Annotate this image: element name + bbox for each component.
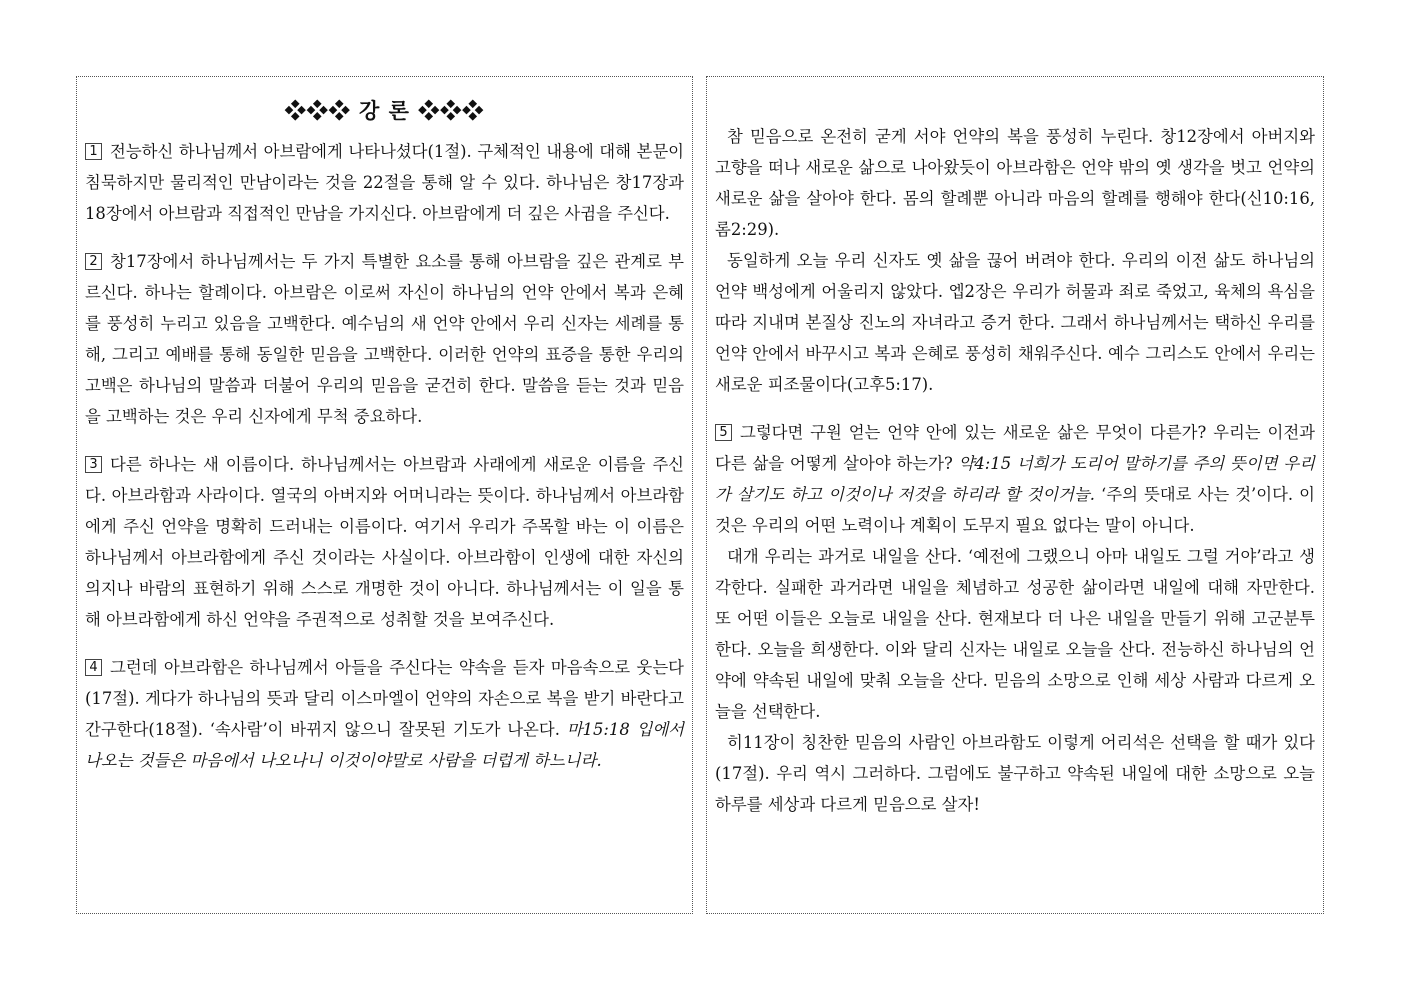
paragraph-number-4: 4 [85, 659, 102, 676]
right-column [706, 76, 1324, 914]
paragraph-number-5: 5 [715, 424, 732, 441]
paragraph-tomorrow: 대개 우리는 과거로 내일을 산다. ‘예전에 그랬으니 아마 내일도 그럴 거야’라고 생각한다. 실패한 과거라면 내일을 체념하고 성공한 삶이라면 내일에 대해 자만한다. 또 어떤 이들은 오늘로 내일을 산다. 현재보다 더 나은 내일을 만들기 위해 고군분투 한다. 오늘을 희생한다. 이와 달리 신자는 내일로 오늘을 산다. 전능하신 하나님의 언약에 약속된 내일에 맞춰 오늘을 산다. 믿음의 소망으로 인해 세상 사람과 다르게 오늘을 선택한다. [715, 547, 1315, 721]
scripture-quote-mt15: 마15:18 입에서 나오는 것들은 마음에서 나오나니 이것이야말로 사람을 더럽게 하느니라. [85, 720, 684, 770]
paragraph-2 [85, 246, 684, 432]
left-column [76, 76, 693, 914]
paragraph-2-text: 창17장에서 하나님께서는 두 가지 특별한 요소를 통해 아브람을 깊은 관계로 부르신다. 하나는 할례이다. 아브람은 이로써 자신이 하나님의 언약 안에서 복과 은혜를 풍성히 누리고 있음을 고백한다. 예수님의 새 언약 안에서 우리 신자는 세례를 통해, 그리고 예배를 통해 동일한 믿음을 고백한다. 이러한 언약의 표증을 통한 우리의 고백은 하나님의 말씀과 더불어 우리의 믿음을 굳건히 한다. 말씀을 듣는 것과 믿음을 고백하는 것은 우리 신자에게 무척 중요하다. [85, 252, 684, 426]
paragraph-4-text: 그런데 아브라함은 하나님께서 아들을 주신다는 약속을 듣자 마음속으로 웃는다(17절). 게다가 하나님의 뜻과 달리 이스마엘이 언약의 자손으로 복을 받기 바란다고 간구한다(18절). ‘속사람’이 바뀌지 않으니 잘못된 기도가 나온다. [85, 658, 684, 739]
paragraph-1 [85, 136, 684, 229]
page-title: ❖❖❖ 강 론 ❖❖❖ [284, 98, 485, 123]
paragraph-continuation: 참 믿음으로 온전히 굳게 서야 언약의 복을 풍성히 누린다. 창12장에서 아버지와 고향을 떠나 새로운 삶으로 나아왔듯이 아브라함은 언약 밖의 옛 생각을 벗고 언약의 새로운 삶을 살아야 한다. 몸의 할례뿐 아니라 마음의 할례를 행해야 한다(신10:16, 롬2:29). [715, 127, 1315, 239]
paragraph-1-text: 전능하신 하나님께서 아브람에게 나타나셨다(1절). 구체적인 내용에 대해 본문이 침묵하지만 물리적인 만남이라는 것을 22절을 통해 알 수 있다. 하나님은 창17장과 18장에서 아브람과 직접적인 만남을 가지신다. 아브람에게 더 깊은 사귐을 주신다. [85, 142, 684, 223]
paragraph-number-2: 2 [85, 253, 102, 270]
paragraph-5 [715, 417, 1315, 541]
paragraph-4 [85, 652, 684, 776]
paragraph-3-text: 다른 하나는 새 이름이다. 하나님께서는 아브람과 사래에게 새로운 이름을 주신다. 아브라함과 사라이다. 열국의 아버지와 어머니라는 뜻이다. 하나님께서 아브라함에게 주신 언약을 명확히 드러내는 이름이다. 여기서 우리가 주목할 바는 이 이름은 하나님께서 아브라함에게 주신 것이라는 사실이다. 아브라함이 인생에 대한 자신의 의지나 바람의 표현하기 위해 스스로 개명한 것이 아니다. 하나님께서는 이 일을 통해 아브라함에게 하신 언약을 주권적으로 성취할 것을 보여주신다. [85, 455, 684, 629]
paragraph-number-1: 1 [85, 143, 102, 160]
paragraph-3 [85, 449, 684, 635]
paragraph-5-text-b: ‘주의 뜻대로 사는 것’이다. 이것은 우리의 어떤 노력이나 계획이 도무지 필요 없다는 말이 아니다. [715, 485, 1315, 535]
scripture-quote-jas4: 약4:15 너희가 도리어 말하기를 주의 뜻이면 우리가 살기도 하고 이것이나 저것을 하리라 할 것이거늘. [715, 454, 1315, 504]
paragraph-conclusion: 히11장이 칭찬한 믿음의 사람인 아브라함도 이렇게 어리석은 선택을 할 때가 있다(17절). 우리 역시 그러하다. 그럼에도 불구하고 약속된 내일에 대한 소망으로 오늘 하루를 세상과 다르게 믿음으로 살자! [715, 733, 1315, 814]
paragraph-5-text-a: 그렇다면 구원 얻는 언약 안에 있는 새로운 삶은 무엇이 다른가? 우리는 이전과 다른 삶을 어떻게 살아야 하는가? [715, 423, 1315, 473]
paragraph-new-life: 동일하게 오늘 우리 신자도 옛 삶을 끊어 버려야 한다. 우리의 이전 삶도 하나님의 언약 백성에게 어울리지 않았다. 엡2장은 우리가 허물과 죄로 죽었고, 육체의 욕심을 따라 지내며 본질상 진노의 자녀라고 증거 한다. 그래서 하나님께서는 택하신 우리를 언약 안에서 바꾸시고 복과 은혜로 풍성히 채워주신다. 예수 그리스도 안에서 우리는 새로운 피조물이다(고후5:17). [715, 251, 1315, 394]
paragraph-number-3: 3 [85, 456, 102, 473]
